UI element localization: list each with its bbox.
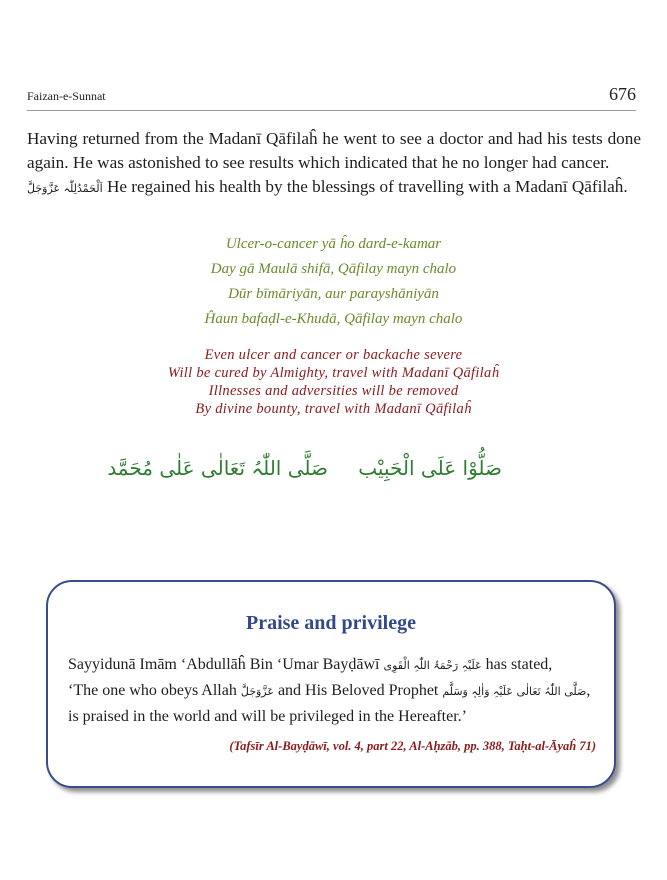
poem-transliteration [0,232,667,332]
praise-line-1-arabic: عَلَیْہِ رَحْمَۃُ اللّٰہِ الْقَوِی [383,659,482,672]
salat-calligraphy-left: صَلَّی اللّٰہُ تَعَالٰی عَلٰی مُحَمَّد [107,456,328,480]
praise-text [68,652,598,729]
body-line-1: Having returned from the Madanī Qāfilaĥ he went to see a doctor and had his tests done [27,129,641,148]
praise-line-2-arabic-2: صَلَّی اللّٰہُ تَعَالٰی عَلَیْہِ وَاٰلِہٖ وَسَلَّم [442,685,587,698]
body-line-2: again. He was astonished to see results which indicated that he no longer had cancer. [27,153,610,172]
poem-english-line: Even ulcer and cancer or backache severe [204,347,463,363]
praise-line-2-c: , [586,682,591,699]
body-line-3: He regained his health by the blessings of travelling with a Madanī Qāfilaĥ. [106,177,628,196]
praise-line-1 [68,652,598,678]
body-paragraph [27,127,641,201]
poem-english-translation [0,346,667,418]
praise-line-2 [68,678,598,704]
poem-translit-line: Day gā Maulā shifā, Qāfilay mayn chalo [210,261,457,277]
praise-line-3: is praised in the world and will be privileged in the Hereafter.’ [68,708,467,725]
praise-reference: (Tafsīr Al-Bayḍāwī, vol. 4, part 22, Al-Aḥzāb, pp. 388, Taḥt-al-Āyaĥ 71) [229,739,596,753]
praise-line-2-a: ‘The one who obeys Allah [68,682,237,699]
praise-line-1-b: has stated, [485,656,553,673]
page-header [27,84,636,111]
poem-english-line: Will be cured by Almighty, travel with Madanī Qāfilaĥ [167,365,500,381]
page-number: 676 [609,84,636,104]
poem-translit-line: Dūr bīmāriyān, aur parayshāniyān [228,286,439,302]
salat-calligraphy-right: صَلُّوْا عَلَی الْحَبِیْب [358,456,502,480]
praise-line-2-b: and His Beloved Prophet [277,682,439,699]
poem-english-line: By divine bounty, travel with Madanī Qāfilaĥ [195,401,472,417]
alhamdulillah-arabic: اَلْحَمْدُلِلّٰہ عَزَّوَجَلَّ [27,182,103,195]
praise-line-1-a: Sayyidunā Imām ‘Abdullāĥ Bin ‘Umar Bayḍāwī [68,656,380,673]
praise-box [46,580,616,788]
book-title: Faizan-e-Sunnat [27,89,106,103]
poem-translit-line: Ĥaun bafaḍl-e-Khudā, Qāfilay mayn chalo [204,311,463,327]
poem-english-line: Illnesses and adversities will be removed [208,383,459,399]
poem-translit-line: Ulcer-o-cancer yā ĥo dard-e-kamar [225,236,442,252]
praise-line-2-arabic-1: عَزَّوَجَلَّ [240,685,274,698]
praise-heading: Praise and privilege [246,612,416,634]
